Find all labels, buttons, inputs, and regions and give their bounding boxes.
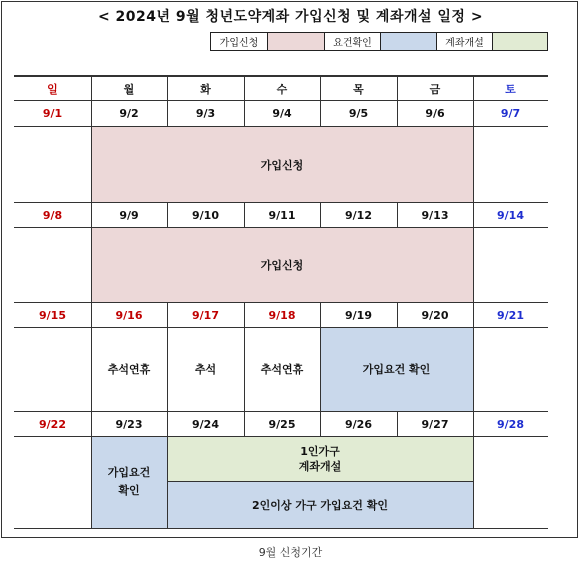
date-cell: 9/18: [268, 308, 296, 322]
date-cell: 9/17: [192, 308, 219, 322]
event-apply-week2: 가입신청: [91, 227, 473, 302]
legend-swatch-apply: [268, 33, 325, 50]
grid-vline: [91, 227, 92, 302]
grid-vline: [473, 227, 474, 302]
legend-swatch-eligibility: [381, 33, 437, 50]
date-cell: 9/19: [345, 308, 372, 322]
date-cell: 9/1: [42, 107, 63, 120]
date-cell: 9/8: [42, 208, 63, 222]
grid-vline: [244, 327, 245, 411]
grid-line-w4-split: [167, 481, 473, 482]
grid-vline: [91, 327, 92, 411]
weekday-sun: 일: [47, 82, 58, 96]
date-cell: 9/2: [119, 107, 139, 120]
date-cell: 9/23: [115, 417, 143, 431]
event-eligibility-week3: 가입요건 확인: [320, 327, 473, 411]
event-chuseok-day: 추석: [194, 363, 217, 376]
legend-swatch-account: [493, 33, 547, 50]
grid-vline: [320, 327, 321, 411]
date-cell: 9/22: [39, 417, 66, 431]
grid-line-w1-date: [14, 126, 548, 127]
date-cell: 9/21: [497, 308, 524, 322]
grid-vline: [167, 327, 168, 411]
date-cell: 9/28: [497, 417, 524, 431]
legend-label-account: 계좌개설: [437, 33, 493, 50]
date-cell: 9/6: [425, 107, 445, 120]
grid-line-w3-date: [14, 327, 548, 328]
date-cell: 9/15: [39, 308, 66, 322]
grid-vline: [473, 436, 474, 528]
date-cell: 9/10: [192, 208, 219, 222]
event-multi-household-eligibility: 2인이상 가구 가입요건 확인: [167, 481, 473, 528]
date-cell: 9/14: [497, 208, 524, 222]
date-cell: 9/24: [192, 417, 219, 431]
grid-line-w4-date: [14, 436, 548, 437]
grid-vline: [167, 436, 168, 528]
weekday-thu: 목: [353, 82, 364, 96]
date-cell: 9/4: [272, 107, 292, 120]
legend-label-apply: 가입신청: [211, 33, 268, 50]
weekday-fri: 금: [429, 82, 441, 96]
event-chuseok-holiday-2: 추석연휴: [260, 363, 304, 376]
weekday-mon: 월: [123, 82, 135, 96]
grid-vline: [473, 127, 474, 202]
grid-vline: [473, 327, 474, 411]
date-cell: 9/16: [115, 308, 143, 322]
date-cell: 9/3: [195, 107, 216, 120]
grid-line-w2-date: [14, 227, 548, 228]
date-cell: 9/5: [348, 107, 369, 120]
event-chuseok-holiday-1: 추석연휴: [107, 363, 151, 376]
event-apply-week1: 가입신청: [91, 127, 473, 202]
legend-label-eligibility: 요건확인: [325, 33, 381, 50]
event-single-household-account: 1인가구 계좌개설: [167, 436, 473, 481]
image-caption: 9월 신청기간: [258, 546, 323, 559]
grid-vline: [91, 436, 92, 528]
date-cell: 9/7: [500, 107, 521, 120]
date-cell: 9/25: [268, 417, 296, 431]
date-cell: 9/20: [421, 308, 449, 322]
date-cell: 9/26: [345, 417, 372, 431]
date-cell: 9/11: [268, 208, 296, 222]
event-eligibility-week4: 가입요건 확인: [91, 436, 167, 528]
grid-line-bottom: [14, 528, 548, 529]
weekday-wed: 수: [276, 82, 288, 96]
weekday-sat: 토: [505, 82, 516, 96]
page-title: < 2024년 9월 청년도약계좌 가입신청 및 계좌개설 일정 >: [97, 9, 484, 25]
date-cell: 9/9: [119, 208, 139, 222]
date-cell: 9/27: [421, 417, 449, 431]
grid-vline: [91, 127, 92, 202]
date-cell: 9/13: [421, 208, 449, 222]
weekday-tue: 화: [200, 82, 211, 96]
date-cell: 9/12: [345, 208, 372, 222]
legend: [210, 32, 548, 51]
